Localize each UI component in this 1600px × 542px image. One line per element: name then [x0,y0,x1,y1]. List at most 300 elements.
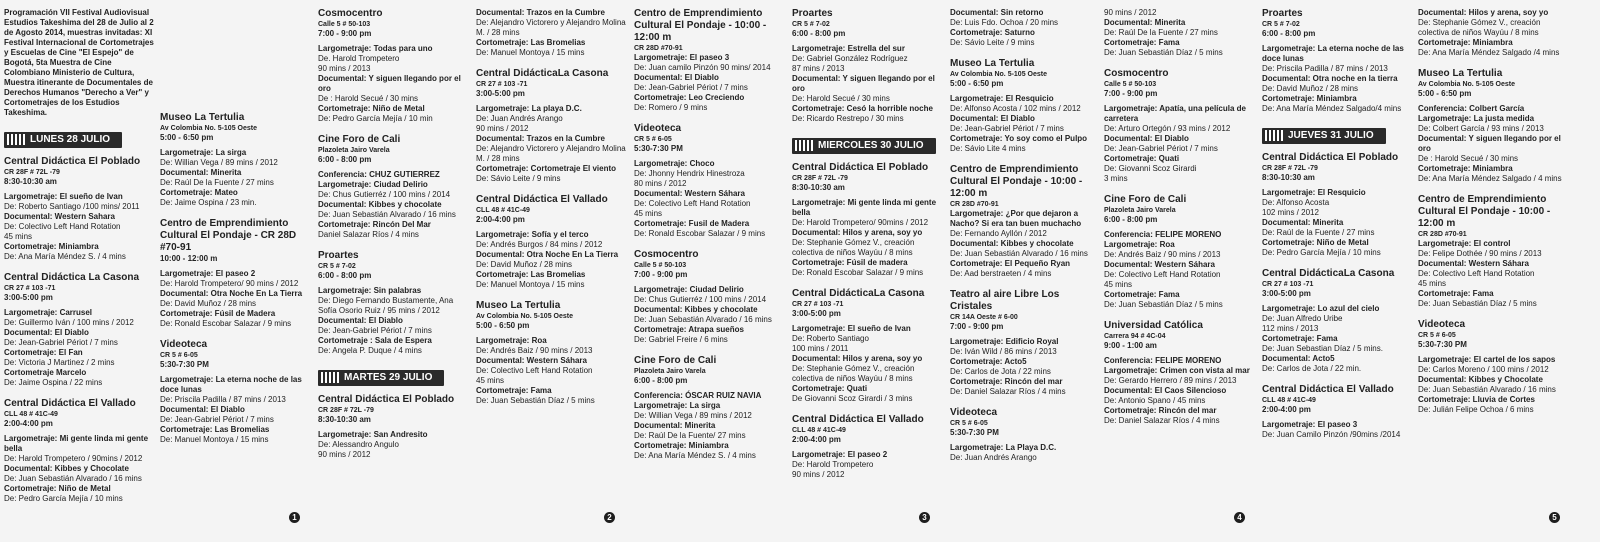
venue-address: CR 27 # 103 -71 [476,81,528,88]
screening-time: 8:30-10:30 am [792,183,845,192]
film-title: Cortometraje: Niño de Metal [4,484,111,493]
page-number-2: 2 [604,512,615,523]
film-title: Documental: Western Sáhara [1104,260,1215,269]
venue-name: Cine Foro de Cali [634,355,717,366]
venue-name: Proartes [792,8,833,19]
continued-block [1104,8,1254,58]
screening-time: 7:00 - 9:00 pm [1104,89,1158,98]
film-title: Largometraje: La eterna noche de las doce lunas [160,375,302,394]
film-title: Cortometraje: Cesó la horrible noche [792,104,933,113]
film-credit: De: Ronald Escobar Salazar / 9 mins [634,229,766,238]
venue-block [318,250,468,356]
screening-time: 2:00-4:00 pm [792,435,841,444]
program-column [634,8,784,538]
film-credit: De: Fernando Ayllón / 2012 [950,229,1047,238]
venue-address: Calle 5 # 50-103 [1104,81,1157,88]
film-credit: De: Angela P. Duque / 4 mins [318,346,422,355]
film-credit: De: Juan Sebastián Díaz / 5 mins [1104,300,1223,309]
film-title: Documental: Kibbes y chocolate [318,200,442,209]
venue-address: CR 27 # 103 -71 [1262,281,1314,288]
venue-block [634,249,784,345]
venue-block [1262,8,1412,114]
film-title: Conferencia: FELIPE MORENO [1104,230,1222,239]
venue-address: Av Colombia No. 5-105 Oeste [950,71,1047,78]
film-title: Documental: Minerita [634,421,716,430]
film-credit: De: Raúl De la Fuente / 27 mins [160,178,274,187]
venue-address: CR 5 # 6-05 [634,136,672,143]
film-title: Largometraje: El paseo 2 [160,269,256,278]
film-credit: De: Harold Trompetero/ 90 mins / 2012 [160,279,299,288]
film-credit: De: Guillermo Iván / 100 mins / 2012 [4,318,134,327]
film-credit: De: Arturo Ortegón / 93 mins / 2012 [1104,124,1231,133]
film-credit: De: Juan Sebastián Díaz / 5 mins [1418,299,1537,308]
screening-time: 6:00 - 8:00 pm [318,155,372,164]
venue-name: Central Didáctica La Casona [4,272,140,283]
film-credit: De: Romero / 9 mins [634,103,708,112]
film-title: Largometraje: La sirga [634,401,721,410]
venue-name: Central DidácticaLa Casona [792,288,925,299]
film-credit: De: Juan Sebastián Díaz / 5 mins [1104,48,1223,57]
film-title: Largometraje: Todas para uno [318,44,433,53]
film-title: Largometraje: El cartel de los sapos [1418,355,1556,364]
screening-time: 5:00 - 6:50 pm [950,79,1004,88]
screening-time: 7:00 - 9:00 pm [950,322,1004,331]
film-credit: De: Sávio Lite 4 mins [950,144,1026,153]
venue-name: Centro de Emprendimiento Cultural El Pondaje - 10:00 - 12:00 m [634,8,767,43]
venue-block [476,300,626,406]
film-title: Largometraje: El paseo 3 [634,53,730,62]
venue-block [1262,384,1412,440]
venue-address: CLL 48 # 41C-49 [476,207,530,214]
film-title: Documental: Y siguen llegando por el oro [318,74,461,93]
film-title: Largometraje: Lo azul del cielo [1262,304,1380,313]
film-title: Cortometraje: Acto5 [950,357,1027,366]
venue-block [4,272,154,388]
film-credit: De: Giovanni Scoz Girardi [1104,164,1197,173]
program-column [476,8,626,538]
film-credit: De: Felipe Dothée / 90 mins / 2013 [1418,249,1542,258]
venue-block [160,112,310,208]
film-credit: De: Luis Fdo. Ochoa / 20 mins [950,18,1059,27]
film-title: Largometraje: Edificio Royal [950,337,1059,346]
film-title: Conferencia: FELIPE MORENO [1104,356,1222,365]
film-title: Documental: Otra Noche En La Tierra [160,289,303,298]
venue-address: Plazoleta Jairo Varela [318,147,390,154]
venue-name: Central DidácticaLa Casona [476,68,609,79]
film-credit: 100 mins / 2011 [792,344,849,353]
film-title: Largometraje: Carrusel [4,308,93,317]
program-column [792,8,942,538]
screening-time: 8:30-10:30 am [318,415,371,424]
continued-block [476,8,626,58]
venue-name: Museo La Tertulia [160,112,245,123]
film-title: Largometraje: Crimen con vista al mar [1104,366,1250,375]
film-title: Cortometraje: Mateo [160,188,238,197]
venue-address: CR 5 # 7-02 [792,21,830,28]
festival-intro: Programación VII Festival Audiovisual Estudios Takeshima del 28 de Julio al 2 de Agosto 2014, muestras invitadas: XI Festival Internacional de Cortometrajes y Escuelas de Cine "El Espejo" de Bogotá, 5ta Muestra de Cine Colombiano Ministerio de Cultura, Muestra itinerante de Documentales de Derechos Humanos "Derecho a Ver" y Cortometrajes de los Estudios Takeshima. [4,8,154,117]
program-column [160,8,310,538]
film-credit: De: Ronald Escobar Salazar / 9 mins [792,268,924,277]
film-credit: De: Stephanie Gómez V., creación colectiva de niños Wayúu / 8 mins [792,238,915,257]
film-credit: De: David Muñoz / 28 mins [476,260,573,269]
venue-address: Plazoleta Jairo Varela [634,368,706,375]
venue-block [1104,320,1254,426]
screening-time: 5:30-7:30 PM [950,428,999,437]
venue-name: Cosmocentro [318,8,383,19]
venue-block [318,394,468,460]
program-column [318,8,468,538]
film-title: Documental: Hilos y arena, soy yo [1418,8,1549,17]
venue-address: CLL 48 # 41C-49 [4,411,58,418]
continued-block [1418,8,1568,58]
film-title: Documental: Otra noche en la tierra [1262,74,1398,83]
film-credit: De: Jaime Ospina / 23 min. [160,198,257,207]
film-credit: De: Juan Andrés Arango [950,453,1037,462]
venue-block [1262,268,1412,374]
film-credit: 80 mins / 2012 [634,179,687,188]
film-title: Documental: Kibbes y chocolate [950,239,1074,248]
venue-address: Av Colombia No. 5-105 Oeste [1418,81,1515,88]
screening-time: 10:00 - 12:00 m [160,254,218,263]
film-credit: De: Pedro García Mejía / 10 mins [1262,248,1381,257]
film-credit: De: Juan Sebastián Alvarado / 16 mins [634,315,772,324]
venue-name: Centro de Emprendimiento Cultural El Pondaje - 10:00 - 12:00 m [1418,194,1551,229]
screening-time: 7:00 - 9:00 pm [318,29,372,38]
film-title: Cortometraje: Niño de Metal [318,104,425,113]
film-credit: De: Alessandro Angulo [318,440,399,449]
film-credit: De: Raúl de la Fuente / 27 mins [1262,228,1375,237]
film-credit: De: Jean-Gabriel Périot / 7 mins [318,326,432,335]
venue-address: CR 5 # 6-05 [950,420,988,427]
venue-block [950,58,1098,154]
venue-name: Videoteca [634,123,682,134]
film-credit: Daniel Salazar Ríos / 4 mins [318,230,419,239]
venue-name: Cine Foro de Cali [1104,194,1187,205]
screening-time: 5:00 - 6:50 pm [476,321,530,330]
film-title: Largometraje: Mi gente linda mi gente bella [4,434,149,453]
film-title: Cortometraje: Fama [476,386,552,395]
film-credit: De: Juan Sebastián Alvarado / 16 mins [950,249,1088,258]
screening-time: 8:30-10:30 am [1262,173,1315,182]
venue-address: CR 5 # 6-05 [1418,332,1456,339]
page-number-4: 4 [1234,512,1245,523]
venue-block [318,134,468,240]
screening-time: 3:00-5:00 pm [1262,289,1311,298]
venue-block [950,164,1098,279]
venue-name: Teatro al aire Libre Los Cristales [950,289,1060,312]
venue-block [4,156,154,262]
film-credit: De: Andrés Baiz / 90 mins / 2013 [476,346,593,355]
film-credit: De: Colbert García / 93 mins / 2013 [1418,124,1544,133]
film-title: Cortometraje: Leo Creciendo [634,93,745,102]
venue-block [634,8,784,113]
film-credit: 90 mins / 2013 [318,64,371,73]
film-credit: 45 mins [634,209,663,218]
film-title: Largometraje: Ciudad Delirio [318,180,428,189]
venue-address: CR 28F # 72L -79 [792,175,848,182]
film-credit: De. Harold Trompetero [318,54,400,63]
film-title: Cortometraje: Fúsil de Madera [160,309,276,318]
film-credit: De: Jean-Gabriel Périot / 7 mins [950,124,1064,133]
screening-time: 6:00 - 8:00 pm [634,376,688,385]
venue-block [1418,319,1568,415]
film-credit: De: Pedro García Mejía / 10 mins [4,494,123,503]
venue-name: Cosmocentro [1104,68,1169,79]
venue-name: Central Didáctica El Poblado [4,156,141,167]
film-title: Documental: El Diablo [634,73,719,82]
film-credit: 90 mins / 2012 [476,124,529,133]
venue-block [1418,68,1568,184]
film-credit: De: Roberto Santiago /100 mins/ 2011 [4,202,140,211]
film-credit: De: Ana María Méndez Salgado /4 mins [1418,48,1560,57]
film-title: Cortometraje: Miniambra [4,242,99,251]
film-credit: 45 mins [1104,280,1133,289]
film-title: Largometraje: El Resquicio [950,94,1054,103]
film-title: Largometraje: Sin palabras [318,286,422,295]
film-title: Cortometraje Marcelo [4,368,87,377]
film-title: Largometraje: Apatía, una película de carretera [1104,104,1246,123]
film-credit: De: Juan Camilo Pinzón /90mins /2014 [1262,430,1401,439]
film-credit: De: Diego Fernando Bustamente, Ana Sofía Osorio Ruiz / 95 mins / 2012 [318,296,454,315]
venue-name: Proartes [318,250,359,261]
venue-name: Videoteca [950,407,998,418]
screening-time: 3:00-5:00 pm [476,89,525,98]
venue-address: CR 28D #70-91 [950,201,999,208]
film-credit: De: Harold Trompetero [792,460,874,469]
venue-name: Museo La Tertulia [1418,68,1503,79]
film-title: Conferencia: ÓSCAR RUIZ NAVIA [634,391,762,400]
venue-address: CR 28F # 72L -79 [318,407,374,414]
film-credit: De: Juan Sebastián Alvarado / 16 mins [318,210,456,219]
film-title: Documental: El Diablo [4,328,89,337]
venue-address: Av Colombia No. 5-105 Oeste [160,125,257,132]
film-credit: 90 mins / 2012 [792,470,845,479]
film-title: Largometraje: El sueño de Ivan [792,324,911,333]
film-credit: 45 mins [4,232,33,241]
venue-name: Cine Foro de Cali [318,134,401,145]
film-credit: De: Sávio Leite / 9 mins [950,38,1035,47]
venue-block [950,407,1098,463]
film-credit: 90 mins / 2012 [318,450,371,459]
film-credit: De: Antonio Spano / 45 mins [1104,396,1206,405]
film-credit: De: Juan Andrés Arango [476,114,563,123]
film-title: Largometraje: La playa D.C. [476,104,582,113]
film-title: Largometraje: El paseo 3 [1262,420,1358,429]
film-credit: De: Carlos de Jota / 22 min. [1262,364,1362,373]
screening-time: 6:00 - 8:00 pm [1262,29,1316,38]
film-credit: De: Andrés Baiz / 90 mins / 2013 [1104,250,1221,259]
screening-time: 2:00-4:00 pm [1262,405,1311,414]
venue-block [1104,68,1254,184]
film-title: Largometraje: Roa [1104,240,1175,249]
venue-name: Central Didáctica El Vallado [476,194,608,205]
venue-address: CR 5 # 7-02 [318,263,356,270]
screening-time: 5:00 - 6:50 pm [160,133,214,142]
program-column [1418,8,1568,538]
screening-time: 8:30-10:30 am [4,177,57,186]
film-title: Cortometraje: Rincón del mar [950,377,1063,386]
venue-block [476,194,626,290]
film-credit: 112 mins / 2013 [1262,324,1319,333]
film-title: Cortometraje: Fama [1262,334,1338,343]
film-credit: De: Andrés Burgos / 84 mins / 2012 [476,240,603,249]
film-title: Cortometraje: Cortometraje El viento [476,164,617,173]
film-title: Documental: Y siguen llegando por el oro [1418,134,1561,153]
film-title: Documental: Trazos en la Cumbre [476,8,605,17]
film-credit: De: Manuel Montoya / 15 mins [476,48,585,57]
venue-address: CR 14A Oeste # 6-00 [950,314,1018,321]
venue-name: Museo La Tertulia [950,58,1035,69]
venue-address: CLL 48 # 41C-49 [1262,397,1316,404]
venue-address: Carrera 94 # 4C-04 [1104,333,1166,340]
page-number-3: 3 [919,512,930,523]
film-credit: De: Ana María Méndez Salgado / 4 mins [1418,174,1562,183]
film-credit: De: Juan Sebastian Díaz / 5 mins. [1262,344,1383,353]
film-title: Documental: Hilos y arena, soy yo [792,354,923,363]
screening-time: 6:00 - 8:00 pm [1104,215,1158,224]
film-credit: De: David Muñoz / 28 mins [160,299,257,308]
venue-name: Central Didáctica El Poblado [1262,152,1399,163]
film-credit: De: Manuel Montoya / 15 mins [160,435,269,444]
venue-name: Cosmocentro [634,249,699,260]
venue-address: CLL 48 # 41C-49 [792,427,846,434]
screening-time: 5:00 - 6:50 pm [1418,89,1472,98]
venue-block [318,8,468,124]
film-title: Documental: El Diablo [160,405,245,414]
film-title: Cortometraje: Fama [1104,38,1180,47]
film-title: Cortometraje: Miniambra [1418,164,1513,173]
film-credit: De: Colectivo Left Hand Rotation [476,366,593,375]
film-credit: De: Juan Sebastián Díaz / 5 mins [476,396,595,405]
film-title: Documental: Sin retorno [950,8,1044,17]
venue-name: Proartes [1262,8,1303,19]
film-credit: De: Juan Sebastián Alvarado / 16 mins [4,474,142,483]
film-title: Largometraje: Roa [476,336,547,345]
film-credit: De: Julián Felipe Ochoa / 6 mins [1418,405,1534,414]
film-credit: De: Alfonso Acosta [1262,198,1330,207]
screening-time: 3:00-5:00 pm [4,293,53,302]
film-title: Documental: El Caos Silencioso [1104,386,1227,395]
film-title: Documental: Trazos en la Cumbre [476,134,605,143]
film-title: Cortometraje: Saturno [950,28,1035,37]
film-title: Largometraje: Sofía y el terco [476,230,589,239]
venue-address: CR 28D #70-91 [634,45,683,52]
film-credit: De: Colectivo Left Hand Rotation [4,222,121,231]
film-title: Cortometraje: El Fan [4,348,83,357]
film-title: Cortometraje: El Pequeño Ryan [950,259,1071,268]
film-title: Documental: Western Sáhara [1418,259,1529,268]
venue-name: Central DidácticaLa Casona [1262,268,1395,279]
film-title: Largometraje: La eterna noche de las doce lunas [1262,44,1404,63]
venue-address: CR 27 # 103 -71 [792,301,844,308]
film-title: Documental: El Diablo [950,114,1035,123]
film-title: Cortometraje: Lluvia de Cortes [1418,395,1535,404]
venue-block [634,355,784,461]
film-credit: De: Jean-Gabriel Périot / 7 mins [1104,144,1218,153]
day-banner: MARTES 29 JULIO [318,370,444,386]
venue-address: Calle 5 # 50-103 [318,21,371,28]
screening-time: 2:00-4:00 pm [476,215,525,224]
film-title: Documental: Kibbes y Chocolate [4,464,129,473]
film-title: Largometraje: El Resquicio [1262,188,1366,197]
film-credit: De: Raúl De la Fuente / 27 mins [1104,28,1218,37]
film-title: Documental: El Diablo [318,316,403,325]
venue-address: CR 28F # 72L -79 [4,169,60,176]
film-title: Cortometraje: Las Bromelias [476,270,586,279]
film-title: Largometraje: La justa medida [1418,114,1535,123]
film-credit: De: Aad berstraeten / 4 mins [950,269,1052,278]
venue-name: Videoteca [160,339,208,350]
venue-address: CR 5 # 7-02 [1262,21,1300,28]
venue-block [1104,194,1254,310]
venue-block [1418,194,1568,309]
film-credit: De: Stephanie Gómez V., creación colectiva de niños Wayúu / 8 mins [792,364,915,383]
film-credit: 90 mins / 2012 [1104,8,1157,17]
venue-address: Plazoleta Jairo Varela [1104,207,1176,214]
venue-name: Universidad Católica [1104,320,1203,331]
film-credit: De: Chus Gutierréz / 100 mins / 2014 [318,190,451,199]
film-credit: De: Jean-Gabriel Périot / 7 mins [160,415,274,424]
film-credit: De: Colectivo Left Hand Rotation [634,199,751,208]
film-title: Largometraje: La sirga [160,148,247,157]
film-title: Cortometraje: Miniambra [634,441,729,450]
venue-block [792,414,942,480]
film-credit: De: Ana María Méndez Salgado/4 mins [1262,104,1402,113]
screening-time: 2:00-4:00 pm [4,419,53,428]
venue-address: Calle 5 # 50-103 [634,262,687,269]
film-title: Largometraje: Mi gente linda mi gente bella [792,198,937,217]
screening-time: 3:00-5:00 pm [792,309,841,318]
film-credit: De: Carlos Moreno / 100 mins / 2012 [1418,365,1549,374]
film-title: Cortometraje: Fúsil de madera [792,258,908,267]
film-credit: De: Manuel Montoya / 15 mins [476,280,585,289]
venue-name: Central Didáctica El Poblado [792,162,929,173]
venue-block [160,339,310,445]
film-title: Largometraje: Estrella del sur [792,44,905,53]
film-title: Largometraje: El sueño de Ivan [4,192,123,201]
venue-name: Museo La Tertulia [476,300,561,311]
film-credit: De: Jaime Ospina / 22 mins [4,378,103,387]
film-credit: De: Willian Vega / 89 mins / 2012 [634,411,752,420]
film-credit: De: David Muñoz / 28 mins [1262,84,1359,93]
film-title: Largometraje: ¿Por que dejaron a Nacho? Si era tan buen muchacho [950,209,1082,228]
film-credit: De: Jhonny Hendrix Hinestroza [634,169,745,178]
film-title: Largometraje: El paseo 2 [792,450,888,459]
film-title: Largometraje: San Andresito [318,430,428,439]
screening-time: 6:00 - 8:00 pm [318,271,372,280]
venue-block [792,8,942,124]
day-banner: MIERCOLES 30 JULIO [792,138,936,154]
film-title: Documental: Western Sáhara [476,356,587,365]
film-title: Documental: Western Sáhara [634,189,745,198]
film-title: Cortometraje: Miniambra [1418,38,1513,47]
film-credit: De: Iván Wild / 86 mins / 2013 [950,347,1057,356]
film-credit: De: Alfonso Acosta / 102 mins / 2012 [950,104,1081,113]
film-credit: De: Stephanie Gómez V., creación colectiva de niños Wayúu / 8 mins [1418,18,1541,37]
film-title: Cortometraje: Quati [1104,154,1180,163]
film-credit: De: Victoria J Martinez / 2 mins [4,358,115,367]
film-credit: De: Daniel Salazar Ríos / 4 mins [950,387,1066,396]
film-title: Cortometraje: Las Bromelias [476,38,586,47]
film-title: Documental: Kibbes y Chocolate [1418,375,1543,384]
film-credit: De: Ricardo Restrepo / 30 mins [792,114,904,123]
film-credit: De: Colectivo Left Hand Rotation [1418,269,1535,278]
film-title: Documental: Kibbes y chocolate [634,305,758,314]
film-credit: De: Raúl De la Fuente/ 27 mins [634,431,746,440]
film-credit: De: Jean-Gabriel Périot / 7 mins [4,338,118,347]
film-title: Conferencia: CHUZ GUTIERREZ [318,170,440,179]
film-title: Largometraje: Ciudad Delirio [634,285,744,294]
